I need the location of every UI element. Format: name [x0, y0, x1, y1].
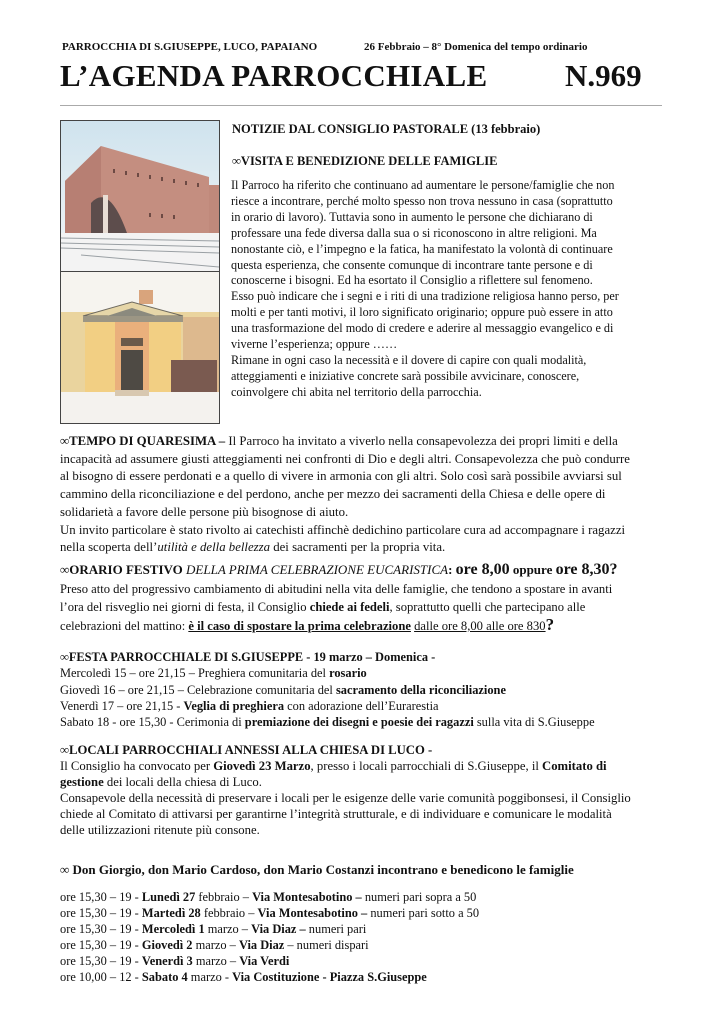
- text-segment: Esso può indicare che i segni e i riti di una tradizione religiosa hanno perso, per: [231, 289, 619, 304]
- text-segment: ore 8,30?: [555, 561, 618, 578]
- header-divider: [60, 105, 662, 106]
- text-line: [60, 698, 595, 714]
- text-segment: Martedì 28: [141, 906, 201, 920]
- parish-name: PARROCCHIA DI S.GIUSEPPE, LUCO, PAPAIANO: [62, 41, 318, 53]
- text-line: [231, 337, 619, 353]
- text-segment: , presso i locali parrocchiali di S.Giuseppe, il: [310, 759, 543, 773]
- text-line: [60, 486, 630, 504]
- text-line: [60, 714, 595, 730]
- classic-church-photo: [61, 272, 219, 423]
- text-segment: marzo -: [187, 970, 233, 984]
- text-segment: una trasformazione del modo di credere e aderire al messaggio evangelico e di: [231, 321, 614, 336]
- text-line: [60, 905, 479, 921]
- section-orario-heading: [60, 560, 618, 580]
- text-line: [231, 305, 619, 321]
- text-segment: ∞LOCALI PARROCCHIALI ANNESSI ALLA CHIESA DI LUCO -: [60, 743, 433, 757]
- text-line: [60, 889, 479, 905]
- text-segment: numeri pari sopra a 50: [361, 890, 477, 904]
- text-line: [231, 242, 619, 258]
- text-segment: Via Diaz: [238, 938, 285, 952]
- text-segment: ∞FESTA PARROCCHIALE DI S.GIUSEPPE - 19 marzo – Domenica -: [60, 650, 436, 664]
- text-segment: riesce a incontrare, perché molto spesso non trova nessuno in casa (soprattutto: [231, 193, 613, 208]
- text-line: [60, 742, 631, 758]
- text-line: [231, 258, 619, 274]
- text-segment: ore 8,00: [455, 561, 510, 578]
- text-segment: Comitato di: [542, 759, 607, 773]
- issue-number: N.969: [565, 58, 642, 93]
- text-segment: Il Parroco ha riferito che continuano ad aumentare le persone/famiglie che non: [231, 178, 615, 192]
- text-line: [232, 121, 540, 137]
- church-photos: [60, 120, 220, 424]
- text-segment: gestione: [60, 775, 104, 789]
- text-segment: Venerdì 3: [141, 954, 193, 968]
- text-segment: chiede al Comitato di attivarsi per garantirne l’integrità strutturale, e di individuare e comunicare le modalità: [60, 807, 612, 821]
- text-segment: ∞ORARIO FESTIVO: [60, 562, 187, 577]
- text-line: [60, 468, 630, 486]
- text-segment: NOTIZIE DAL CONSIGLIO PASTORALE (13 febbraio): [232, 122, 541, 136]
- text-line: [60, 649, 595, 665]
- text-line: [60, 539, 630, 557]
- section-festa-parrocchiale: [60, 649, 595, 730]
- text-line: [231, 210, 619, 226]
- text-segment: marzo –: [192, 938, 239, 952]
- text-segment: Via Verdi: [239, 954, 290, 968]
- text-segment: Sabato 18 - ore 15,30 - Cerimonia di: [60, 715, 245, 730]
- text-line: [231, 321, 619, 337]
- text-line: [60, 580, 612, 598]
- text-segment: dalle ore 8,00 alle ore 830: [414, 619, 546, 633]
- text-line: [231, 353, 619, 369]
- section-locali-parrocchiali: [60, 742, 631, 838]
- text-segment: ?: [545, 615, 555, 634]
- text-segment: è il caso di spostare la prima celebrazione: [188, 619, 411, 633]
- text-segment: utilità e della bellezza: [157, 540, 271, 555]
- text-line: [60, 790, 631, 806]
- text-line: [231, 178, 619, 194]
- text-segment: con adorazione dell’Eurarestia: [284, 698, 439, 713]
- text-segment: Via Diaz –: [251, 922, 306, 936]
- text-segment: atteggiamenti e iniziative concrete sarà possibile avvicinare, conoscere,: [231, 368, 580, 383]
- text-segment: professare una fede diversa dalla sua o si riconoscono in altre religioni. Ma: [231, 225, 597, 240]
- text-line: [232, 153, 497, 169]
- text-segment: in orario di lavoro). Tuttavia sono in aumento le persone che dichiarano di: [231, 209, 593, 224]
- text-segment: Un invito particolare è stato rivolto ai catechisti affinchè dedichino particolare cura ad accompagnare i ragazzi: [60, 522, 626, 537]
- text-segment: viverne l’esperienza; oppure ……: [231, 337, 398, 352]
- text-line: [60, 921, 479, 937]
- text-segment: ore 15,30 – 19 -: [60, 890, 142, 904]
- text-segment: questa esperienza, che consente comunque di incontrare tante persone e di: [231, 257, 593, 272]
- text-segment: Il Consiglio ha convocato per: [60, 759, 214, 773]
- text-segment: sulla vita di S.Giuseppe: [473, 715, 595, 730]
- text-segment: Il Parroco ha invitato a viverlo nella consapevolezza dei propri limiti e della: [228, 434, 618, 448]
- section-benedizioni-schedule: [60, 889, 479, 985]
- text-line: [60, 433, 630, 451]
- text-segment: Giovedì 2: [141, 938, 193, 952]
- text-segment: Sabato 4: [141, 970, 188, 984]
- text-segment: dei sacramenti per la propria vita.: [270, 540, 446, 555]
- text-segment: coinvolgere chi abita nel territorio della parrocchia.: [231, 384, 482, 399]
- section-visita-body: [231, 178, 619, 401]
- modern-church-photo: [61, 121, 219, 271]
- text-segment: ∞VISITA E BENEDIZIONE DELLE FAMIGLIE: [232, 154, 498, 168]
- text-segment: Lunedì 27: [141, 890, 196, 904]
- parish-header: [62, 41, 588, 53]
- text-segment: Via Montesabotino –: [257, 906, 368, 920]
- text-segment: ∞TEMPO DI QUARESIMA –: [60, 434, 229, 448]
- text-segment: incapacità ad assumere giusti atteggiamenti nei confronti di Dio e degli altri. Consapevolezza che può condurre: [60, 451, 630, 466]
- text-segment: sacramento della riconciliazione: [335, 682, 506, 697]
- text-segment: al bisogno di essere perdonati e a quello di vivere in armonia con gli altri. Solo così sarà possibile avviarsi sul: [60, 469, 622, 484]
- text-segment: Mercoledì 1: [141, 922, 205, 936]
- text-line: [60, 969, 479, 985]
- text-segment: molti e per tanti motivi, il loro significato originario; oppure può essere in atto: [231, 305, 613, 320]
- text-segment: , soprattutto quelli che partecipano alle: [389, 600, 586, 614]
- text-segment: marzo –: [192, 954, 240, 968]
- text-segment: rosario: [329, 666, 367, 681]
- text-segment: Consapevole della necessità di preservare i locali per le esigenze delle varie comunità poggibonsesi, il Consiglio: [60, 791, 631, 805]
- text-line: [60, 806, 631, 822]
- text-line: [60, 861, 574, 879]
- text-segment: numeri pari sotto a 50: [367, 906, 480, 920]
- text-segment: celebrazioni del mattino:: [60, 619, 189, 633]
- text-segment: Mercoledì 15 – ore 21,15 – Preghiera comunitaria del: [60, 666, 330, 681]
- text-line: [231, 194, 619, 210]
- section-quaresima: [60, 433, 630, 557]
- section-benedizioni-heading: [60, 861, 574, 879]
- text-segment: l’ora del risveglio nei giorni di festa, il Consiglio: [60, 600, 310, 614]
- text-line: [60, 937, 479, 953]
- text-segment: nonostante ciò, e l’impegno e la fatica, ha manifestato la volontà di continuare: [231, 241, 613, 256]
- text-line: [60, 616, 612, 635]
- text-line: [60, 504, 630, 522]
- text-line: [231, 385, 619, 401]
- text-line: [60, 665, 595, 681]
- page-title: L’AGENDA PARROCCHIALE: [60, 58, 488, 93]
- text-segment: Veglia di preghiera: [183, 698, 285, 713]
- text-segment: conoscerne i bisogni. Ed ha esortato il Consiglio a riflettere sul fenomeno.: [231, 273, 593, 288]
- text-segment: ore 15,30 – 19 -: [60, 938, 142, 952]
- text-line: [60, 774, 631, 790]
- text-line: [60, 522, 630, 540]
- section-orario-body: [60, 580, 612, 635]
- text-segment: ∞ Don Giorgio, don Mario Cardoso, don Mario Costanzi incontrano e benedicono le famiglie: [60, 862, 574, 877]
- text-line: [60, 822, 631, 838]
- text-line: [231, 226, 619, 242]
- text-line: [60, 598, 612, 616]
- section-visita-heading: [232, 153, 497, 169]
- text-segment: delle utilizzazioni ritenute più consone.: [60, 823, 260, 837]
- text-segment: Rimane in ogni caso la necessità e il dovere di capire con quali modalità,: [231, 352, 587, 367]
- text-segment: ore 10,00 – 12 -: [60, 970, 142, 984]
- text-segment: numeri pari: [305, 922, 367, 936]
- text-line: [231, 273, 619, 289]
- text-segment: :: [448, 562, 456, 577]
- text-segment: oppure: [509, 562, 556, 577]
- text-segment: Giovedì 16 – ore 21,15 – Celebrazione comunitaria del: [60, 682, 336, 697]
- text-segment: chiede ai fedeli: [309, 600, 390, 614]
- text-segment: febbraio –: [195, 890, 253, 904]
- section-council-news-heading: [232, 121, 540, 137]
- text-line: [60, 758, 631, 774]
- text-line: [60, 560, 618, 580]
- text-segment: Via Costituzione - Piazza S.Giuseppe: [232, 970, 427, 984]
- text-line: [231, 289, 619, 305]
- text-segment: DELLA PRIMA CELEBRAZIONE EUCARISTICA: [186, 562, 449, 577]
- text-segment: Via Montesabotino –: [252, 890, 362, 904]
- text-segment: ore 15,30 – 19 -: [60, 954, 142, 968]
- text-segment: nella scoperta dell’: [60, 540, 158, 555]
- text-segment: premiazione dei disegni e poesie dei ragazzi: [244, 715, 474, 730]
- text-segment: Giovedì 23 Marzo: [213, 759, 311, 773]
- text-line: [231, 369, 619, 385]
- text-segment: marzo –: [204, 922, 252, 936]
- text-segment: Preso atto del progressivo cambiamento di abitudini nella vita delle famiglie, che tendono a spostare in avanti: [60, 582, 613, 596]
- text-segment: ore 15,30 – 19 -: [60, 906, 142, 920]
- text-segment: cammino della riconciliazione e del perdono, anche per mezzo dei sacramenti della Chiesa e delle opere di: [60, 487, 606, 502]
- text-segment: febbraio –: [200, 906, 258, 920]
- text-segment: solidarietà a favore delle persone più bisognose di aiuto.: [60, 504, 349, 519]
- issue-date: 26 Febbraio – 8° Domenica del tempo ordinario: [364, 41, 588, 53]
- text-segment: – numeri dispari: [284, 938, 369, 952]
- text-line: [60, 682, 595, 698]
- text-segment: dei locali della chiesa di Luco.: [103, 775, 262, 789]
- text-line: [60, 451, 630, 469]
- text-segment: Venerdì 17 – ore 21,15 -: [60, 698, 184, 713]
- text-line: [60, 953, 479, 969]
- text-segment: ore 15,30 – 19 -: [60, 922, 142, 936]
